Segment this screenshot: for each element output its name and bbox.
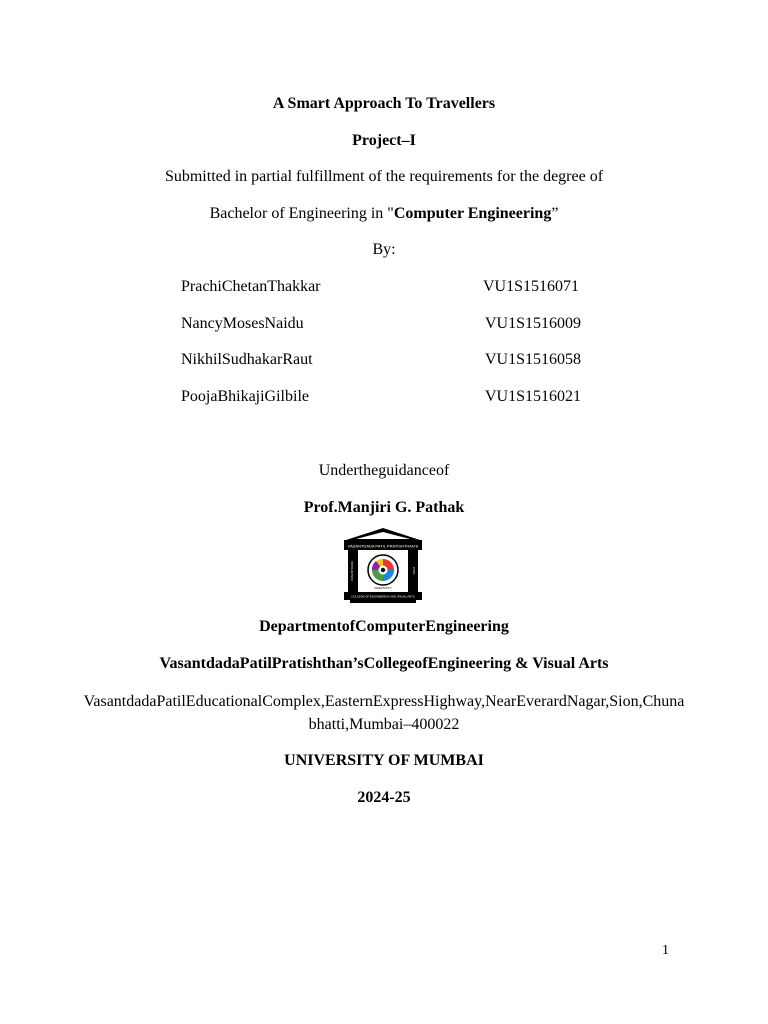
emblem-bottom-text: COLLEGE OF ENGINEERING AND VISUAL ARTS bbox=[351, 594, 415, 599]
page-number: 1 bbox=[662, 943, 669, 958]
student-id: VU1S1516021 bbox=[485, 388, 582, 405]
emblem-small-text: CREATIVITY bbox=[374, 586, 392, 590]
degree-line bbox=[0, 204, 768, 224]
student-name: NikhilSudhakarRaut bbox=[181, 351, 313, 368]
emblem-left-text: VASANTDADA bbox=[350, 560, 354, 582]
guidance-label: Undertheguidanceof bbox=[318, 462, 450, 479]
degree-suffix: ” bbox=[551, 205, 559, 222]
submission-statement: Submitted in partial fulfillment of the requirements for the degree of bbox=[164, 168, 604, 185]
college-address: VasantdadaPatilEducationalComplex,EasternExpressHighway,NearEverardNagar,Sion,Chunabhatti,Mumbai–400022 bbox=[83, 693, 685, 733]
student-name: PoojaBhikajiGilbile bbox=[181, 388, 309, 405]
project-number: Project–I bbox=[352, 132, 416, 149]
university-name: UNIVERSITY OF MUMBAI bbox=[284, 752, 484, 769]
college-emblem-icon bbox=[340, 526, 426, 606]
emblem-right-text: PATIL bbox=[412, 567, 416, 575]
college-name: VasantdadaPatilPratishthan’sCollegeofEngineering & Visual Arts bbox=[159, 655, 609, 672]
student-id: VU1S1516071 bbox=[483, 278, 580, 295]
project-title: A Smart Approach To Travellers bbox=[272, 95, 496, 112]
guide-name: Prof.Manjiri G. Pathak bbox=[303, 499, 465, 516]
student-name: PrachiChetanThakkar bbox=[181, 278, 321, 295]
degree-prefix: Bachelor of Engineering in " bbox=[209, 205, 394, 222]
emblem-banner-text: VASANTDADA PATIL PRATISHTHAN'S bbox=[347, 543, 419, 549]
by-label: By: bbox=[372, 241, 396, 258]
student-name: NancyMosesNaidu bbox=[181, 315, 304, 332]
degree-branch: Computer Engineering bbox=[393, 205, 552, 222]
academic-year: 2024-25 bbox=[357, 789, 411, 806]
department-name: DepartmentofComputerEngineering bbox=[259, 618, 509, 635]
student-id: VU1S1516009 bbox=[485, 315, 582, 332]
student-id: VU1S1516058 bbox=[485, 351, 582, 368]
